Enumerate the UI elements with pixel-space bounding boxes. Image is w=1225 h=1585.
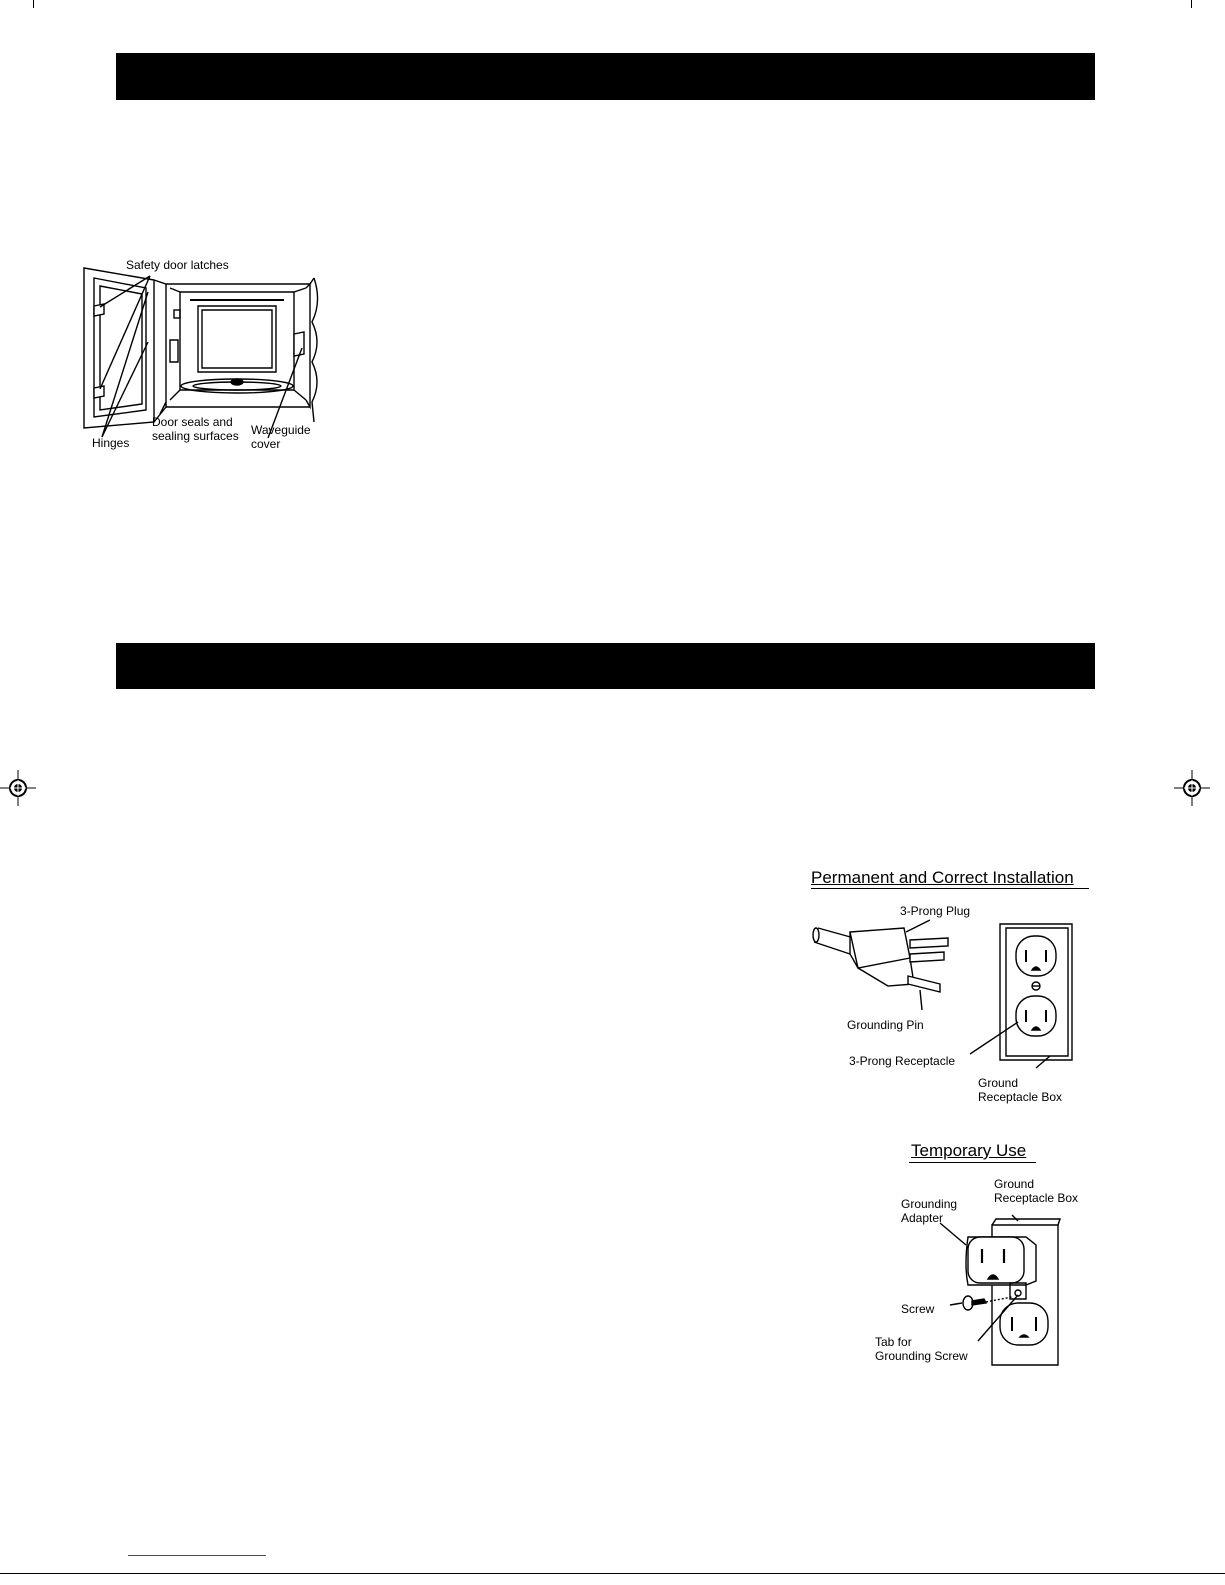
label-3-prong-receptacle: 3-Prong Receptacle [849,1054,956,1068]
label-safety-door-latches: Safety door latches [126,258,229,272]
temporary-title-rule [909,1162,1036,1163]
label-door-seals: Door seals and sealing surfaces [152,415,239,443]
microwave-door-illustration [80,262,325,432]
label-3-prong-plug: 3-Prong Plug [900,904,971,918]
registration-mark-left [0,770,36,806]
permanent-installation-title: Permanent and Correct Installation [811,868,1074,887]
label-grounding-pin: Grounding Pin [847,1018,924,1032]
label-hinges: Hinges [92,436,130,450]
three-prong-plug-and-receptacle-illustration [810,918,1090,1068]
section-header-bar-top [116,53,1095,100]
label-screw: Screw [901,1302,935,1316]
crop-mark-top-left [33,0,34,8]
bottom-rule [0,1573,1225,1574]
label-grounding-adapter: Grounding Adapter [901,1197,958,1225]
footer-link-underline [128,1555,266,1556]
section-header-bar-middle [116,643,1095,689]
label-tab-for-grounding-screw: Tab for Grounding Screw [875,1335,968,1363]
registration-mark-right [1174,770,1210,806]
label-ground-receptacle-box: Ground Receptacle Box [978,1076,1063,1104]
label-temporary-ground-receptacle-box: Ground Receptacle Box [994,1177,1079,1205]
temporary-use-title: Temporary Use [911,1141,1027,1160]
label-waveguide-cover: Waveguide cover [251,423,311,451]
permanent-title-rule [811,888,1089,889]
crop-mark-top-right [1191,0,1192,8]
